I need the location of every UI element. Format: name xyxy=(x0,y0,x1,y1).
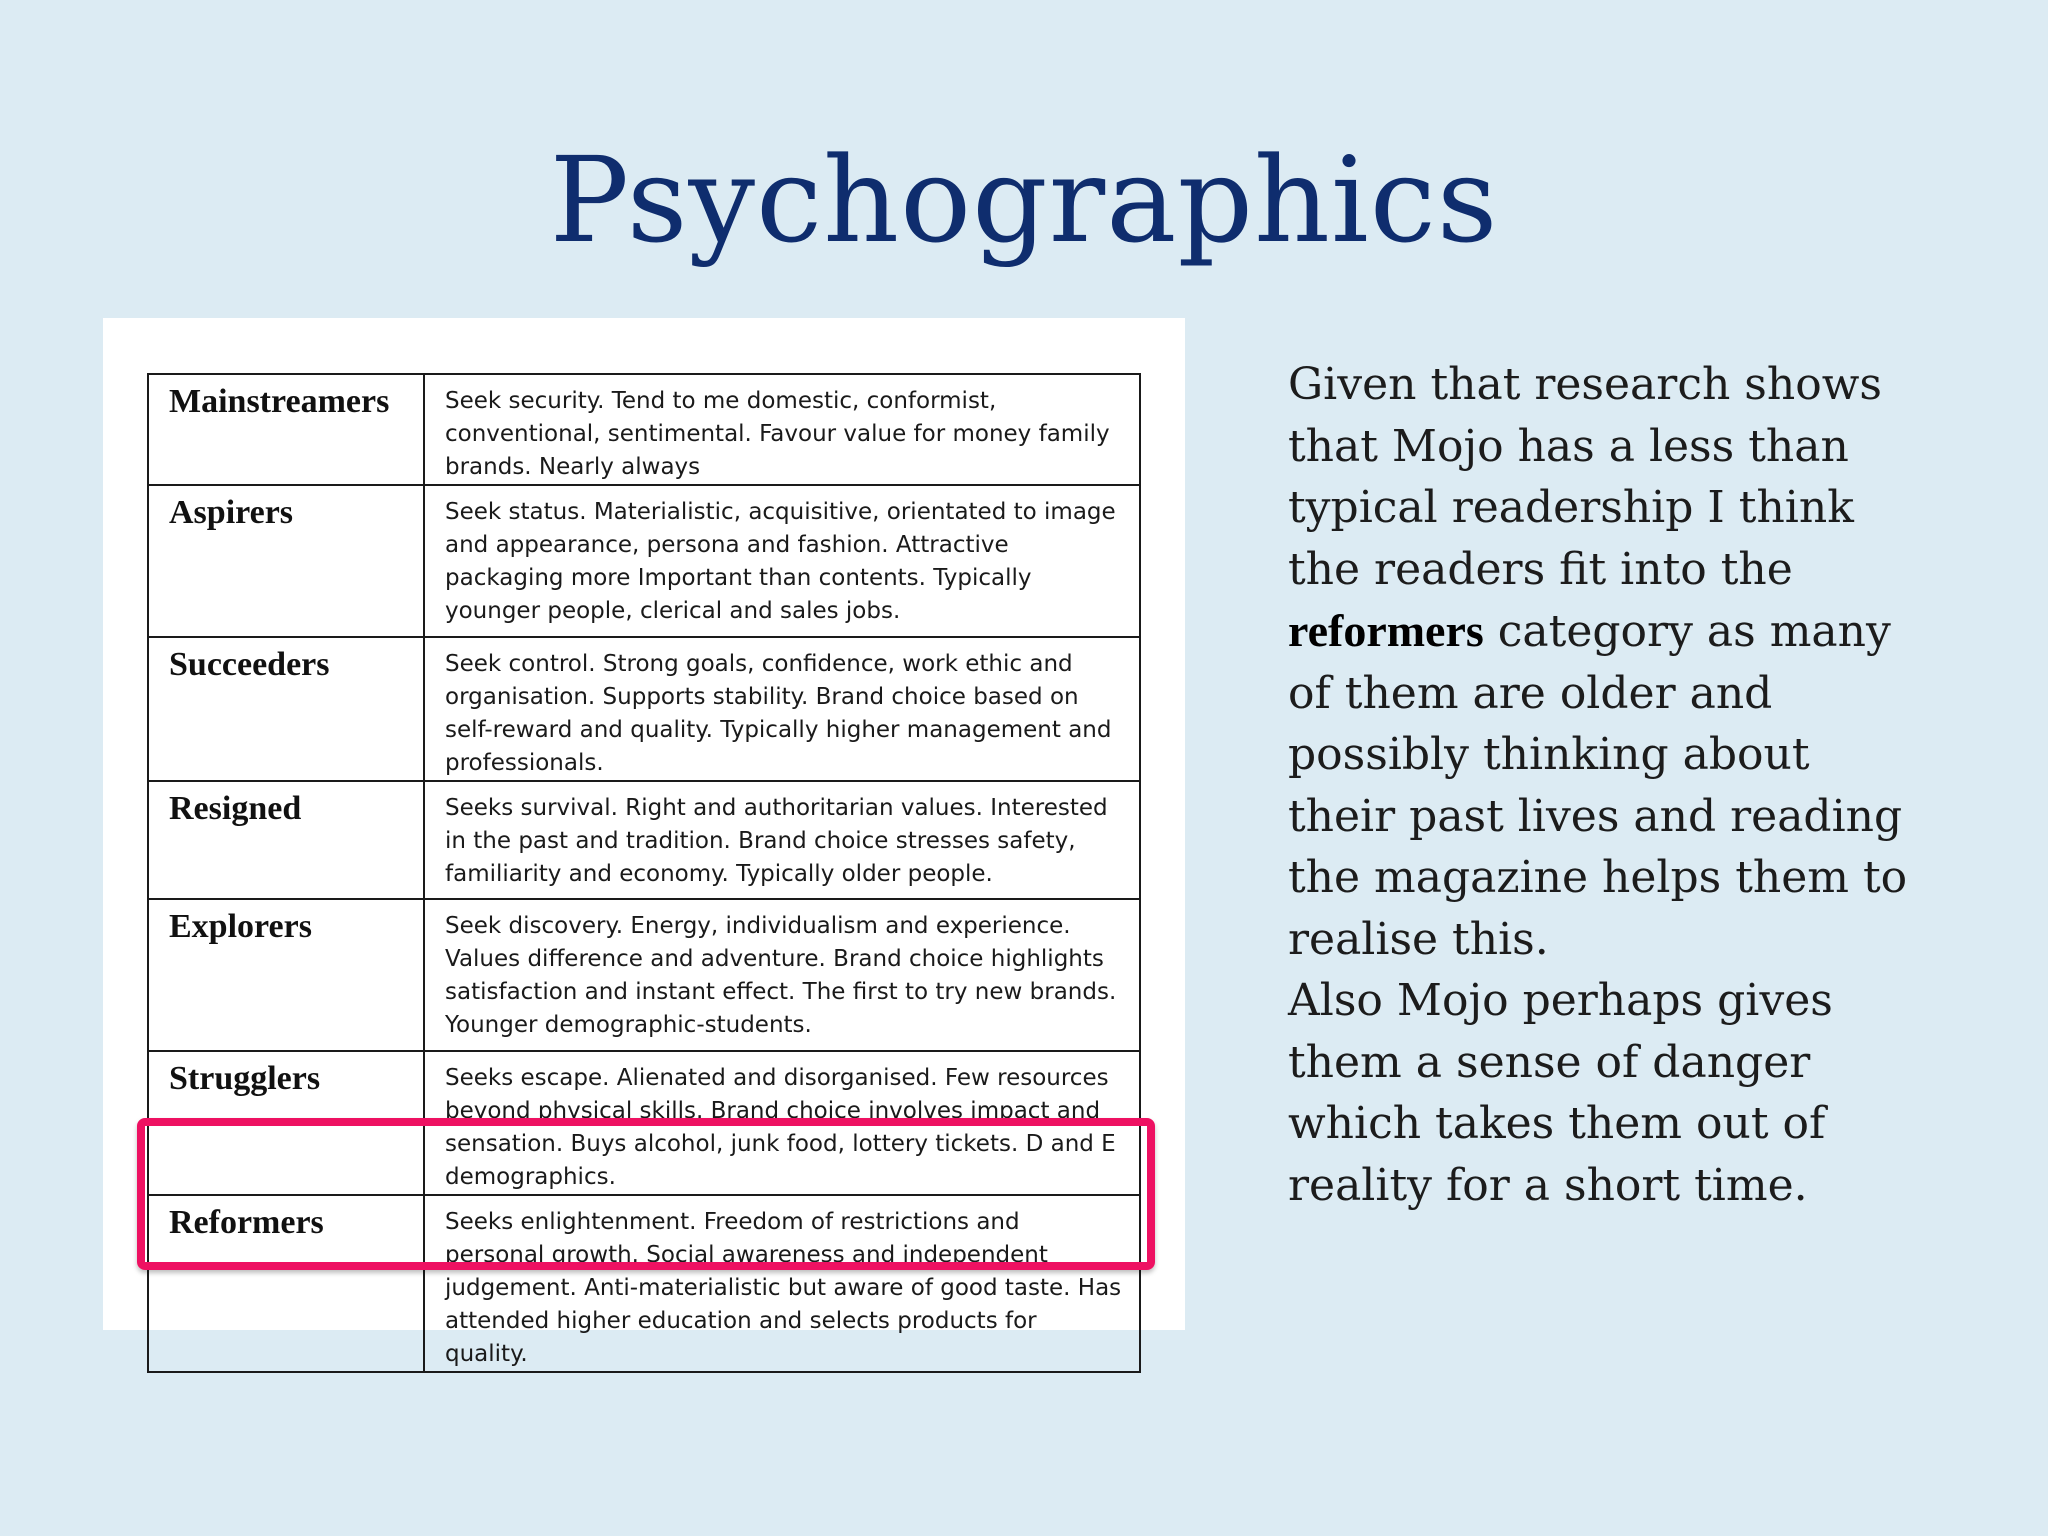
body-line xyxy=(1288,600,2008,663)
segment-description: Seek security. Tend to me domestic, conformist, conventional, sentimental. Favour value for money family brands. Nearly always xyxy=(424,374,1140,485)
segment-description: Seek discovery. Energy, individualism and experience. Values difference and adventure. Brand choice highlights satisfaction and instant effect. The first to try new brands. Younger demographic-students. xyxy=(424,899,1140,1051)
body-line: realise this. xyxy=(1288,913,1549,965)
segment-name: Reformers xyxy=(148,1195,424,1372)
segment-description: Seek status. Materialistic, acquisitive, orientated to image and appearance, persona and fashion. Attractive packaging more Important than contents. Typically younger people, clerical and sales jobs. xyxy=(424,485,1140,637)
segment-name: Resigned xyxy=(148,781,424,899)
segment-name: Mainstreamers xyxy=(148,374,424,485)
body-line: that Mojo has a less than xyxy=(1288,420,1849,472)
body-line: the readers fit into the xyxy=(1288,543,1793,595)
segment-name: Explorers xyxy=(148,899,424,1051)
table-row xyxy=(148,374,1140,485)
body-line: Also Mojo perhaps gives xyxy=(1288,975,1833,1026)
body-line-rest: category as many xyxy=(1483,606,1891,657)
body-line: them a sense of danger xyxy=(1288,1036,1811,1088)
body-line: typical readership I think xyxy=(1288,482,1854,533)
body-line: which takes them out of xyxy=(1288,1098,1826,1149)
reformers-highlight-box xyxy=(137,1118,1155,1270)
body-line: Given that research shows xyxy=(1288,359,1882,410)
table-image-panel xyxy=(103,318,1185,1367)
body-line: the magazine helps them to xyxy=(1288,852,1908,903)
segment-name: Strugglers xyxy=(148,1051,424,1195)
segment-description: Seeks escape. Alienated and disorganised. Few resources beyond physical skills. Brand choice involves impact and sensation. Buys alcohol, junk food, lottery tickets. D and E demographics. xyxy=(424,1051,1140,1195)
segment-description: Seeks enlightenment. Freedom of restrictions and personal growth. Social awareness and independent judgement. Anti-materialistic but aware of good taste. Has attended higher education and selects products for quality. xyxy=(424,1195,1140,1372)
segment-name: Aspirers xyxy=(148,485,424,637)
table-row xyxy=(148,781,1140,899)
segment-description: Seeks survival. Right and authoritarian values. Interested in the past and tradition. Brand choice stresses safety, familiarity and economy. Typically older people. xyxy=(424,781,1140,899)
body-line: of them are older and xyxy=(1288,667,1773,719)
body-line: possibly thinking about xyxy=(1288,729,1810,780)
body-line: reality for a short time. xyxy=(1288,1159,1808,1211)
table-row xyxy=(148,637,1140,781)
body-text xyxy=(1288,354,2008,1216)
reformers-emphasis: reformers xyxy=(1288,605,1484,656)
segment-description: Seek control. Strong goals, confidence, work ethic and organisation. Supports stability. Brand choice based on self-reward and quality. Typically higher management and professionals. xyxy=(424,637,1140,781)
table-row xyxy=(148,899,1140,1051)
segment-name: Succeeders xyxy=(148,637,424,781)
body-line: their past lives and reading xyxy=(1288,790,1903,842)
slide-title: Psychographics xyxy=(549,131,1499,269)
table-row xyxy=(148,485,1140,637)
